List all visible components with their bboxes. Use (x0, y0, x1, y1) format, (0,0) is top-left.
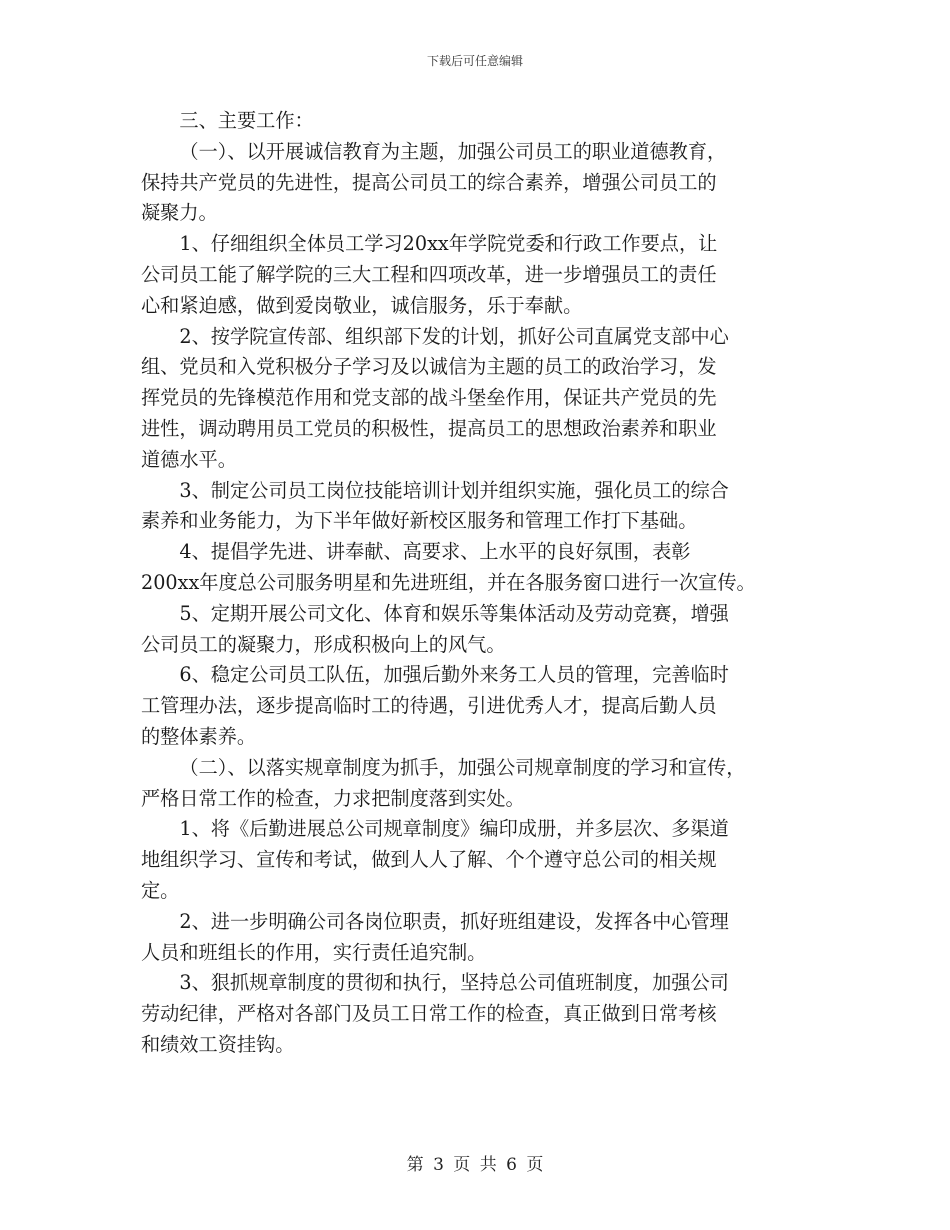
paragraph-item-5-activities: 5、定期开展公司文化、体育和娱乐等集体活动及劳动竞赛，增强 公司员工的凝聚力，形成积极向上的风气。 (141, 601, 729, 656)
paragraph-item-1-study: 1、仔细组织全体员工学习20xx年学院党委和行政工作要点，让 公司员工能了解学院的三大工程和四项改革，进一步增强员工的责任 心和紧迫感，做到爱岗敬业，诚信服务，乐于奉献。 (141, 232, 718, 317)
paragraph-item-6-staff: 6、稳定公司员工队伍，加强后勤外来务工人员的管理，完善临时 工管理办法，逐步提高临时工的待遇，引进优秀人才，提高后勤人员 的整体素养。 (141, 663, 729, 748)
paragraph-item-2-party-study: 2、按学院宣传部、组织部下发的计划，抓好公司直属党支部中心 组、党员和入党积极分子学习及以诚信为主题的员工的政治学习，发 挥党员的先锋模范作用和党支部的战斗堡垒作用，保证共产党员的先 进性，调动聘用员工党员的积极性，提高员工的思想政治素养和职业 道德水平。 (141, 324, 729, 471)
paragraph-reg-item-1: 1、将《后勤进展总公司规章制度》编印成册，并多层次、多渠道 地组织学习、宣传和考试，做到人人了解、个个遵守总公司的相关规 定。 (141, 817, 729, 902)
page-footer-page-number: 第 3 页 共 6 页 (406, 1155, 544, 1175)
paragraph-reg-item-2: 2、进一步明确公司各岗位职责，抓好班组建设，发挥各中心管理 人员和班组长的作用，实行责任追究制。 (141, 909, 729, 964)
document-body (141, 106, 821, 1061)
paragraph-integrity-education: （一）、以开展诚信教育为主题，加强公司员工的职业道德教育， 保持共产党员的先进性，提高公司员工的综合素养，增强公司员工的 凝聚力。 (141, 139, 727, 225)
section-heading-main-work: 三、主要工作： (179, 109, 314, 132)
paragraph-regulations: （二）、以落实规章制度为抓手，加强公司规章制度的学习和宣传， 严格日常工作的检查，力求把制度落到实处。 (141, 755, 746, 810)
paragraph-item-4-commendation: 4、提倡学先进、讲奉献、高要求、上水平的良好氛围，表彰 200xx年度总公司服务明星和先进班组，并在各服务窗口进行一次宣传。 (141, 540, 756, 594)
page-header: 下载后可任意编辑 (426, 54, 523, 68)
paragraph-reg-item-3: 3、狠抓规章制度的贯彻和执行，坚持总公司值班制度，加强公司 劳动纪律，严格对各部门及员工日常工作的检查，真正做到日常考核 和绩效工资挂钩。 (141, 971, 729, 1056)
paragraph-item-3-training: 3、制定公司员工岗位技能培训计划并组织实施，强化员工的综合 素养和业务能力，为下半年做好新校区服务和管理工作打下基础。 (141, 478, 729, 533)
